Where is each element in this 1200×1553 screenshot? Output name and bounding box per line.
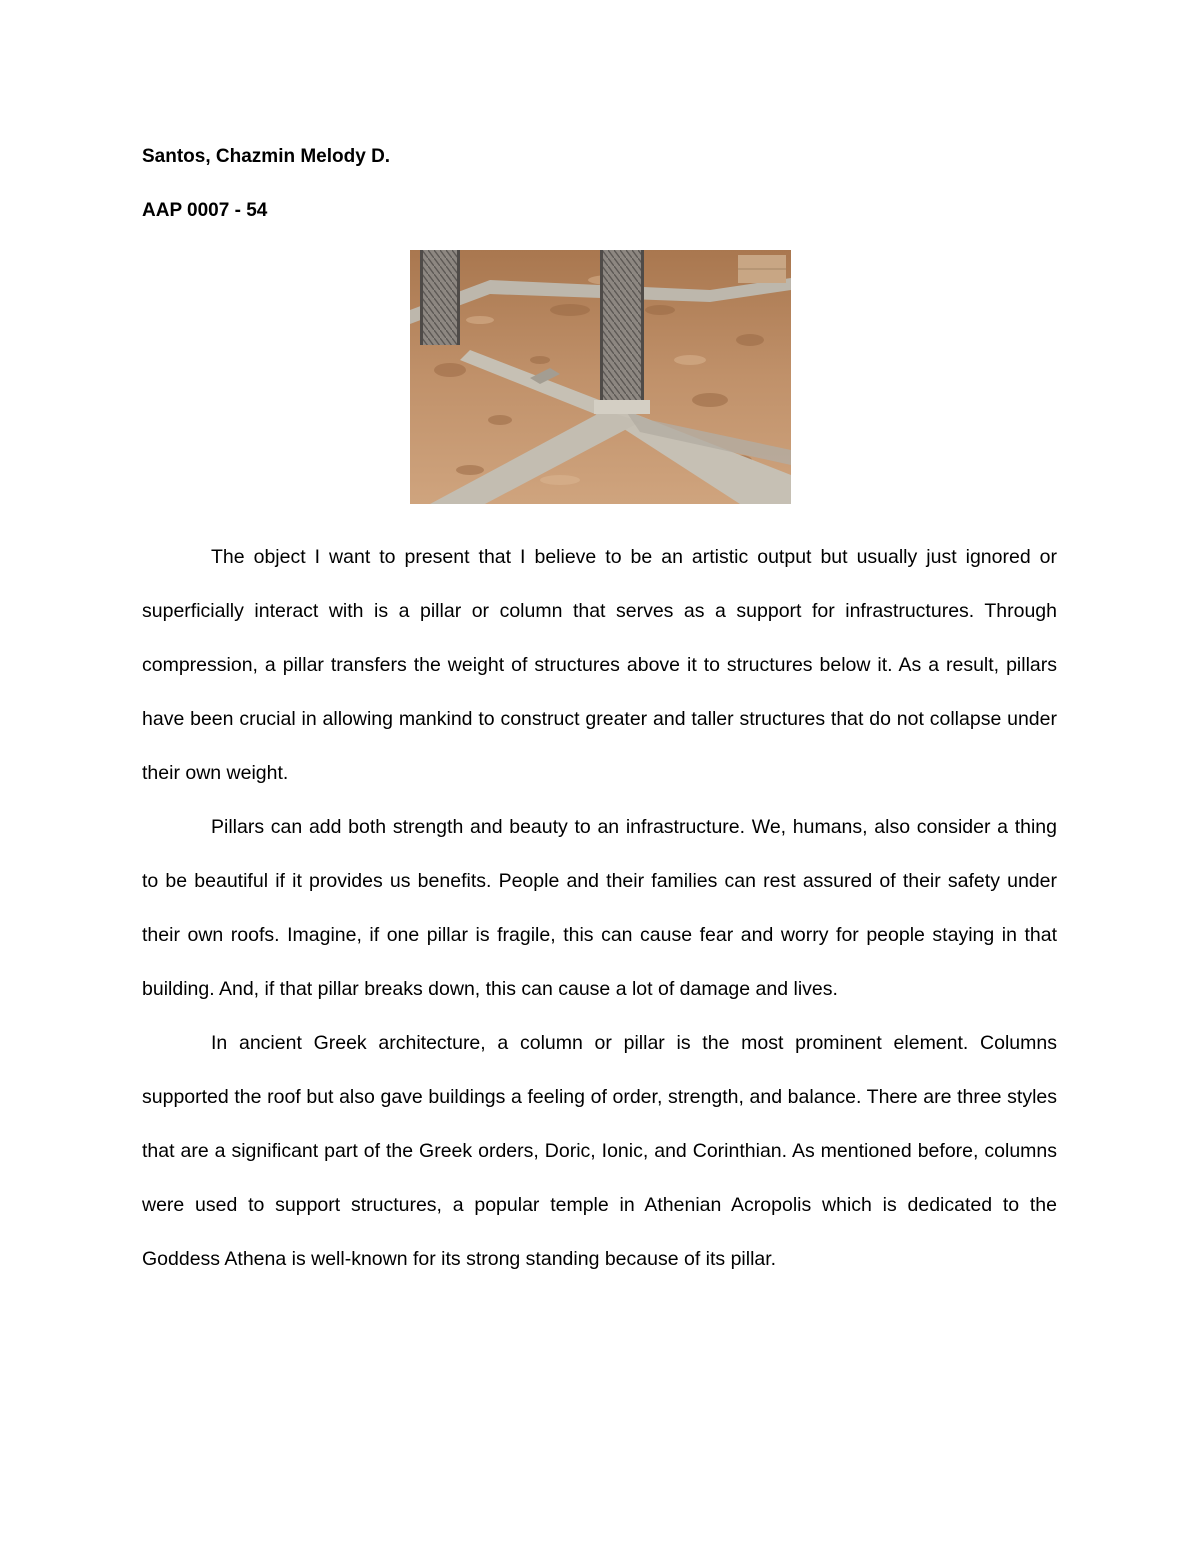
paragraph-2: Pillars can add both strength and beauty to an infrastructure. We, humans, also consider a thing to be beautiful if it provides us benefits. People and their families can rest assured of their safety under their own roofs. Imagine, if one pillar is fragile, this can cause fear and worry for people staying in that building. And, if that pillar breaks down, this can cause a lot of damage and lives. [142, 816, 1057, 1000]
foundation-photo-drawing [410, 250, 791, 504]
paragraph-1: The object I want to present that I believe to be an artistic output but usually just ignored or superficially interact with is a pillar or column that serves as a support for infrastructures. Through compression, a pillar transfers the weight of structures above it to structures below it. As a result, pillars have been crucial in allowing mankind to construct greater and taller structures that do not collapse under their own weight. [142, 546, 1057, 784]
construction-foundation-photo [410, 250, 791, 504]
paragraph-3: In ancient Greek architecture, a column or pillar is the most prominent element. Columns supported the roof but also gave buildings a feeling of order, strength, and balance. There are three styles that are a significant part of the Greek orders, Doric, Ionic, and Corinthian. As mentioned before, columns were used to support structures, a popular temple in Athenian Acropolis which is dedicated to the Goddess Athena is well-known for its strong standing because of its pillar. [142, 1032, 1057, 1270]
course-code: AAP 0007 - 54 [142, 200, 268, 221]
author-name: Santos, Chazmin Melody D. [142, 146, 391, 167]
essay-body [142, 530, 1057, 1286]
